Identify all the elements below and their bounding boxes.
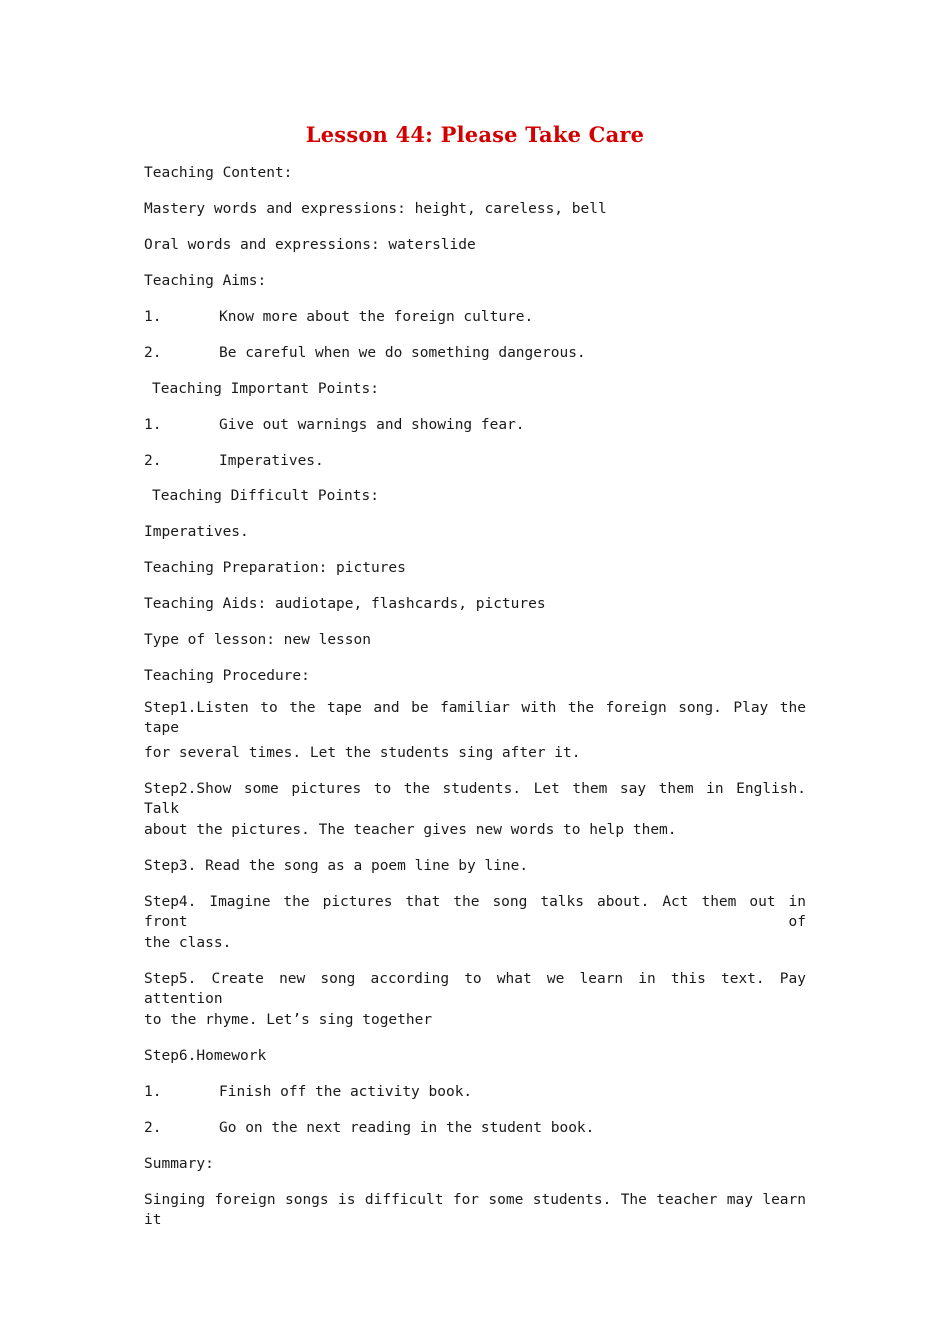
difficult-points-heading: Teaching Difficult Points: (152, 488, 379, 504)
teaching-aims-heading: Teaching Aims: (144, 273, 267, 289)
step2-line-2: about the pictures. The teacher gives new words to help them. (144, 822, 677, 838)
teaching-preparation-line: Teaching Preparation: pictures (144, 560, 406, 576)
important-point-1-number: 1. (144, 417, 162, 433)
important-point-2-text: Imperatives. (219, 453, 324, 469)
summary-heading: Summary: (144, 1156, 214, 1172)
step6-line: Step6.Homework (144, 1048, 267, 1064)
step1-line-2: for several times. Let the students sing after it. (144, 745, 581, 761)
teaching-aids-line: Teaching Aids: audiotape, flashcards, pictures (144, 596, 546, 612)
teaching-content-heading: Teaching Content: (144, 165, 293, 181)
step2-line-1: Step2.Show some pictures to the students. Let them say them in English. Talk (144, 781, 806, 817)
lesson-type-line: Type of lesson: new lesson (144, 632, 371, 648)
oral-words-line: Oral words and expressions: waterslide (144, 237, 476, 253)
step1-line-1: Step1.Listen to the tape and be familiar with the foreign song. Play the tape (144, 700, 806, 736)
mastery-words-line: Mastery words and expressions: height, careless, bell (144, 201, 607, 217)
step4-line-2: the class. (144, 935, 232, 951)
homework-1-number: 1. (144, 1084, 162, 1100)
summary-text: Singing foreign songs is difficult for some students. The teacher may learn it (144, 1192, 806, 1228)
homework-2-number: 2. (144, 1120, 162, 1136)
step5-line-1: Step5. Create new song according to what we learn in this text. Pay attention (144, 971, 806, 1007)
page-title: Lesson 44: Please Take Care (305, 122, 645, 147)
step3-line: Step3. Read the song as a poem line by line. (144, 858, 529, 874)
teaching-procedure-heading: Teaching Procedure: (144, 668, 310, 684)
homework-2-text: Go on the next reading in the student book. (219, 1120, 595, 1136)
important-point-1-text: Give out warnings and showing fear. (219, 417, 525, 433)
homework-1-text: Finish off the activity book. (219, 1084, 473, 1100)
step5-line-2: to the rhyme. Let’s sing together (144, 1012, 433, 1028)
aim-1-number: 1. (144, 309, 162, 325)
difficult-points-text: Imperatives. (144, 524, 249, 540)
aim-2-text: Be careful when we do something dangerous. (219, 345, 586, 361)
step4-line-1: Step4. Imagine the pictures that the song talks about. Act them out in front of (144, 894, 806, 930)
important-points-heading: Teaching Important Points: (152, 381, 379, 397)
aim-1-text: Know more about the foreign culture. (219, 309, 534, 325)
important-point-2-number: 2. (144, 453, 162, 469)
aim-2-number: 2. (144, 345, 162, 361)
